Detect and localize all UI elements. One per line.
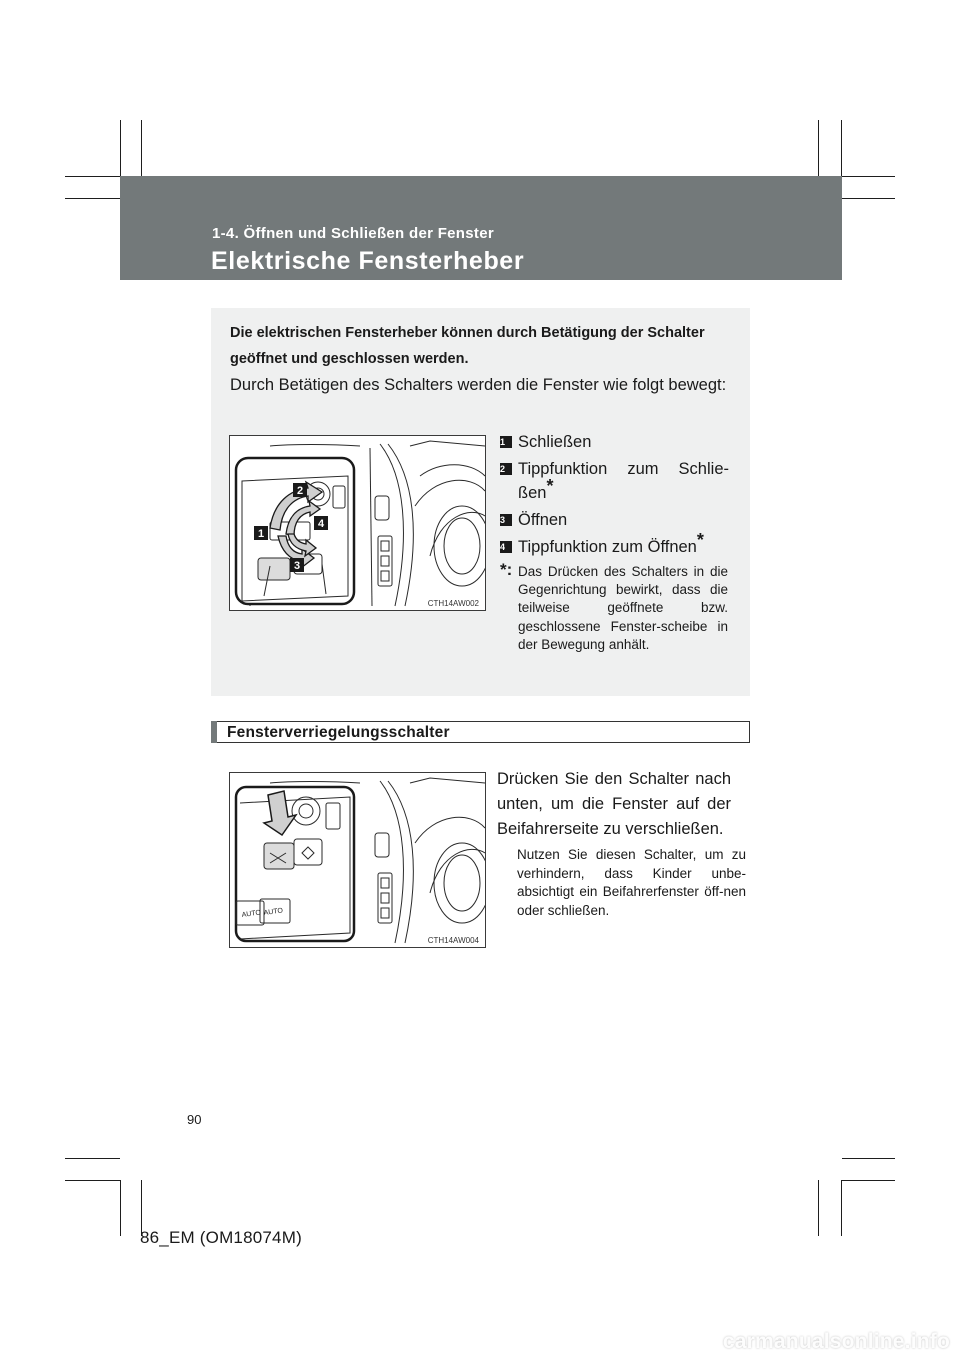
footnote: [500, 560, 728, 654]
legend-item: [500, 430, 729, 454]
legend-number: 2: [500, 463, 512, 475]
legend-number: 4: [500, 541, 512, 553]
crop-mark: [842, 1180, 895, 1181]
heading-accent-bar: [211, 721, 217, 743]
document-code: 86_EM (OM18074M): [140, 1228, 302, 1247]
window-lock-figure: [229, 772, 486, 948]
crop-mark: [65, 1180, 120, 1181]
legend-item: [500, 530, 729, 559]
legend-text: Schließen: [518, 433, 592, 451]
crop-mark: [120, 1180, 121, 1236]
crop-mark: [841, 120, 842, 176]
crop-mark: [842, 1158, 895, 1159]
legend-number: 1: [500, 436, 512, 448]
intro-text: Die elektrischen Fensterheber können durch Betätigung der Schalter geöffnet und geschlossen werden.: [230, 325, 705, 367]
crop-mark: [842, 176, 895, 177]
figure-code: CTH14AW002: [427, 599, 479, 608]
watermark: carmanualsonline.info: [722, 1330, 950, 1353]
switch-label: AUTO: [241, 909, 262, 919]
window-lock-illustration: [230, 773, 485, 947]
section-heading: [211, 721, 750, 743]
footnote-text: Das Drücken des Schalters in die Gegenrichtung bewirkt, dass die teilweise geöffnete bzw. geschlossene Fenster-scheibe in der Bewegung anhält.: [518, 564, 728, 652]
window-switch-illustration: [230, 436, 485, 610]
body-text: Durch Betätigen des Schalters werden die Fenster wie folgt bewegt:: [230, 376, 727, 394]
svg-text:1: 1: [257, 528, 265, 540]
legend-text: Tippfunktion zum Schlie-ßen: [518, 460, 729, 502]
legend-item: [500, 508, 729, 532]
lock-instruction: Drücken Sie den Schalter nach unten, um die Fenster auf der Beifahrerseite zu verschließen.: [497, 770, 731, 838]
legend-text: Tippfunktion zum Öffnen: [518, 538, 697, 556]
legend-list: [500, 430, 729, 562]
crop-mark: [141, 120, 142, 176]
crop-mark: [65, 176, 120, 177]
page-title: Elektrische Fensterheber: [211, 247, 525, 275]
svg-text:4: 4: [317, 518, 325, 530]
section-heading-text: Fensterverriegelungsschalter: [227, 724, 450, 741]
svg-text:3: 3: [293, 560, 301, 572]
asterisk-mark: *: [696, 530, 704, 550]
crop-mark: [818, 120, 819, 176]
window-switch-figure: [229, 435, 486, 611]
section-label: 1-4. Öffnen und Schließen der Fenster: [212, 225, 494, 242]
crop-mark: [818, 1180, 819, 1236]
svg-text:2: 2: [296, 485, 304, 497]
lock-note: Nutzen Sie diesen Schalter, um zu verhindern, dass Kinder unbe-absichtigt ein Beifahrerfenster öff-nen oder schließen.: [517, 847, 746, 918]
crop-mark: [65, 198, 120, 199]
crop-mark: [842, 198, 895, 199]
crop-mark: [65, 1158, 120, 1159]
figure-code: CTH14AW004: [427, 936, 479, 945]
switch-label: AUTO: [263, 907, 284, 917]
asterisk-mark: *: [546, 476, 554, 496]
page-number: 90: [187, 1112, 202, 1127]
crop-mark: [120, 120, 121, 176]
legend-number: 3: [500, 514, 512, 526]
legend-item: [500, 457, 729, 505]
footnote-mark: *:: [500, 560, 513, 579]
crop-mark: [841, 1180, 842, 1236]
legend-text: Öffnen: [518, 511, 568, 529]
